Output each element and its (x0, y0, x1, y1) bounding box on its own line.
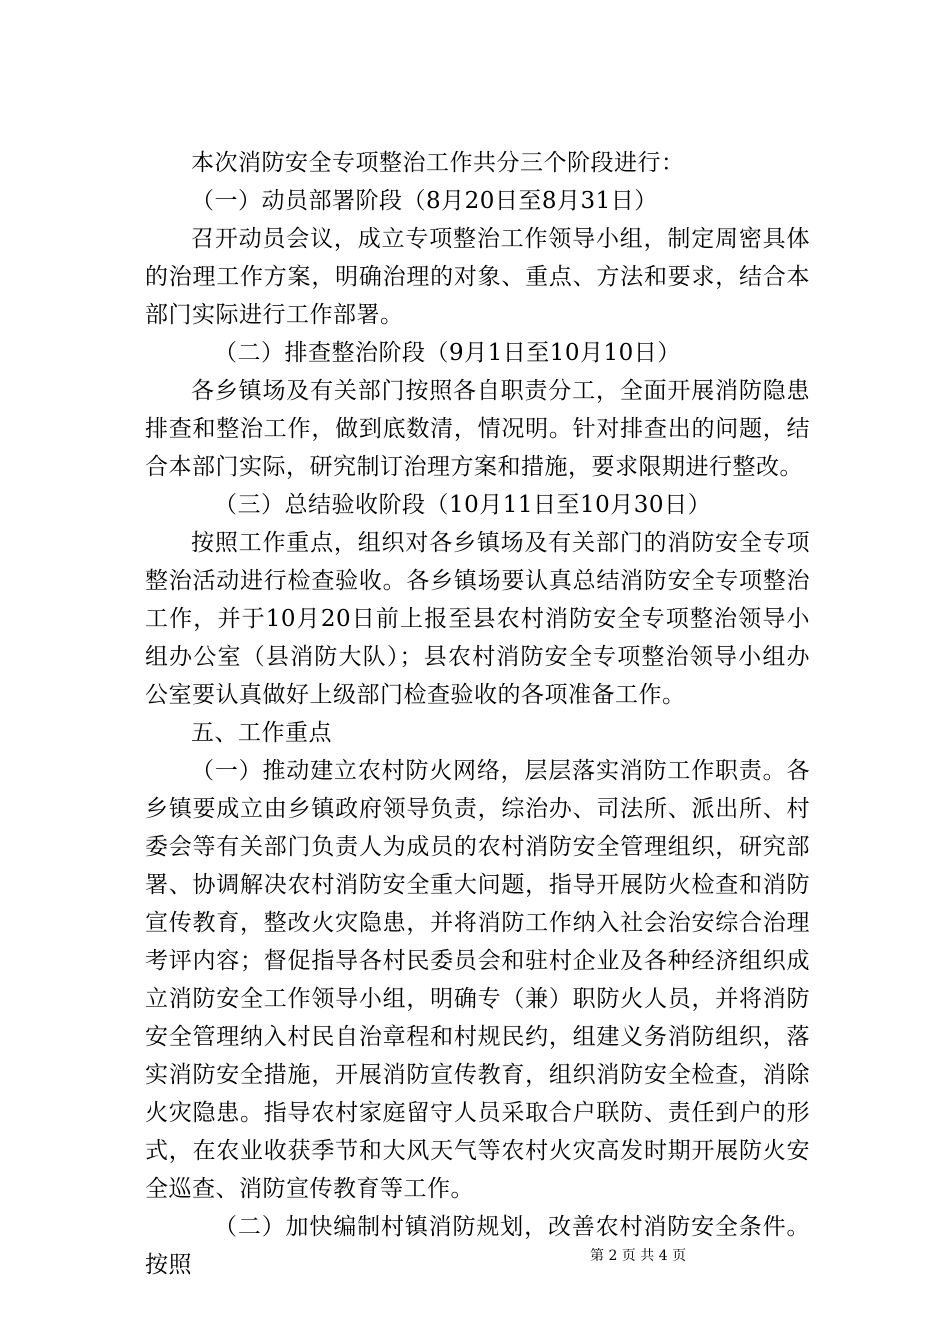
paragraph-focus-2: （二）加快编制村镇消防规划，改善农村消防安全条件。按照 (145, 1214, 810, 1278)
page-footer (0, 1246, 950, 1266)
page-number-label: 第 2 页 共 4 页 (590, 1248, 687, 1264)
heading-stage-3: （三）总结验收阶段（10月11日至10月30日） (214, 492, 712, 518)
heading-stage-2: （二）排查整治阶段（9月1日至10月10日） (214, 340, 681, 366)
heading-stage-1: （一）动员部署阶段（8月20日至8月31日） (191, 188, 658, 214)
document-body (145, 144, 810, 1284)
section-heading-work-focus: 五、工作重点 (191, 720, 332, 746)
paragraph-focus-1: （一）推动建立农村防火网络，层层落实消防工作职责。各乡镇要成立由乡镇政府领导负责，综治办、司法所、派出所、村委会等有关部门负责人为成员的农村消防安全管理组织，研究部署、协调解决农村消防安全重大问题，指导开展防火检查和消防宣传教育，整改火灾隐患，并将消防工作纳入社会治安综合治理考评内容；督促指导各村民委员会和驻村企业及各种经济组织成立消防安全工作领导小组，明确专（兼）职防火人员，并将消防安全管理纳入村民自治章程和村规民约，组建义务消防组织，落实消防安全措施，开展消防宣传教育，组织消防安全检查，消除火灾隐患。指导农村家庭留守人员采取合户联防、责任到户的形式，在农业收获季节和大风天气等农村火灾高发时期开展防火安全巡查、消防宣传教育等工作。 (145, 758, 810, 1202)
paragraph-intro: 本次消防安全专项整治工作共分三个阶段进行： (191, 150, 685, 176)
paragraph-stage-2: 各乡镇场及有关部门按照各自职责分工，全面开展消防隐患排查和整治工作，做到底数清，情况明。针对排查出的问题，结合本部门实际，研究制订治理方案和措施，要求限期进行整改。 (145, 378, 810, 480)
paragraph-stage-1: 召开动员会议，成立专项整治工作领导小组，制定周密具体的治理工作方案，明确治理的对象、重点、方法和要求，结合本部门实际进行工作部署。 (145, 226, 810, 328)
paragraph-stage-3: 按照工作重点，组织对各乡镇场及有关部门的消防安全专项整治活动进行检查验收。各乡镇场要认真总结消防安全专项整治工作，并于10月20日前上报至县农村消防安全专项整治领导小组办公室（县消防大队）；县农村消防安全专项整治领导小组办公室要认真做好上级部门检查验收的各项准备工作。 (145, 530, 810, 708)
